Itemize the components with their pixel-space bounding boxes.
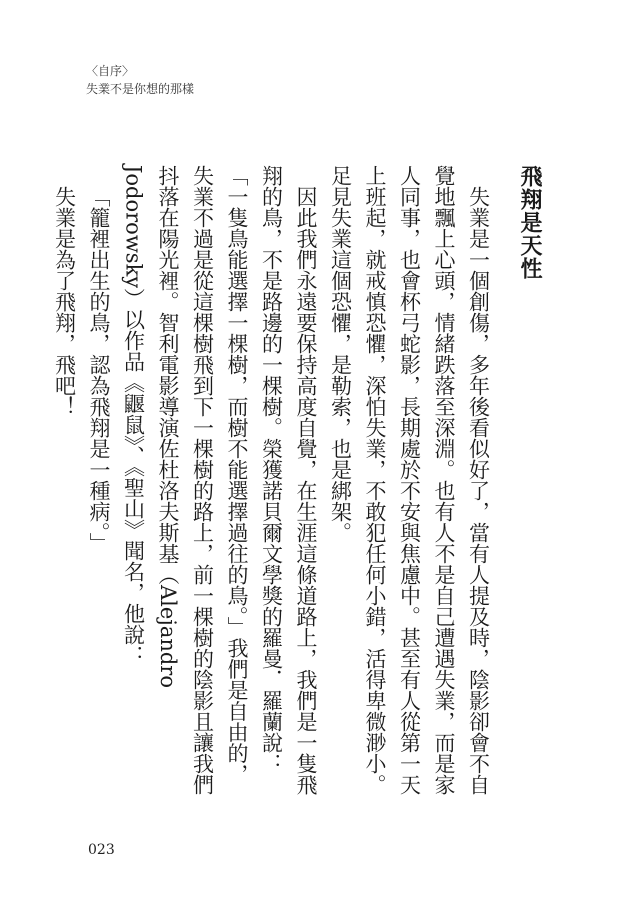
section-label: 〈自序〉: [86, 64, 135, 78]
chapter-title: 失業不是你想的那樣: [86, 82, 195, 96]
paragraph: 因此我們永遠要保持高度自覺，在生涯這條道路上，我們是一隻飛翔的鳥，不是路邊的一棵樹。榮獲諾貝爾文學獎的羅曼．羅蘭說：「一隻鳥能選擇一棵樹，而樹不能選擇過往的鳥。」我們是自由的，失業不過是從這棵樹飛到下一棵樹的路上，前一棵樹的陰影且讓我們抖落在陽光裡。智利電影導演佐杜洛夫斯基（Alejandro Jodorowsky）以作品《鼴鼠》、《聖山》聞名，他說：: [121, 165, 318, 795]
paragraph: 失業是一個創傷，多年後看似好了，當有人提及時，陰影卻會不自覺地飄上心頭，情緒跌落至深淵。也有人不是自己遭遇失業，而是家人同事，也會杯弓蛇影，長期處於不安與焦慮中。甚至有人從第一天上班起，就戒慎恐懼，深怕失業，不敢犯任何小錯，活得卑微渺小。足見失業這個恐懼，是勒索，也是綁架。: [328, 165, 491, 795]
running-header: [86, 62, 194, 98]
article-body: [52, 165, 546, 805]
closing-line: 失業是為了飛翔，飛吧！: [52, 186, 77, 417]
section-heading: 飛翔是天性: [517, 165, 542, 280]
block-quote: 「籠裡出生的鳥，認為飛翔是一種病。」: [87, 186, 111, 554]
page-number: 023: [88, 842, 115, 858]
